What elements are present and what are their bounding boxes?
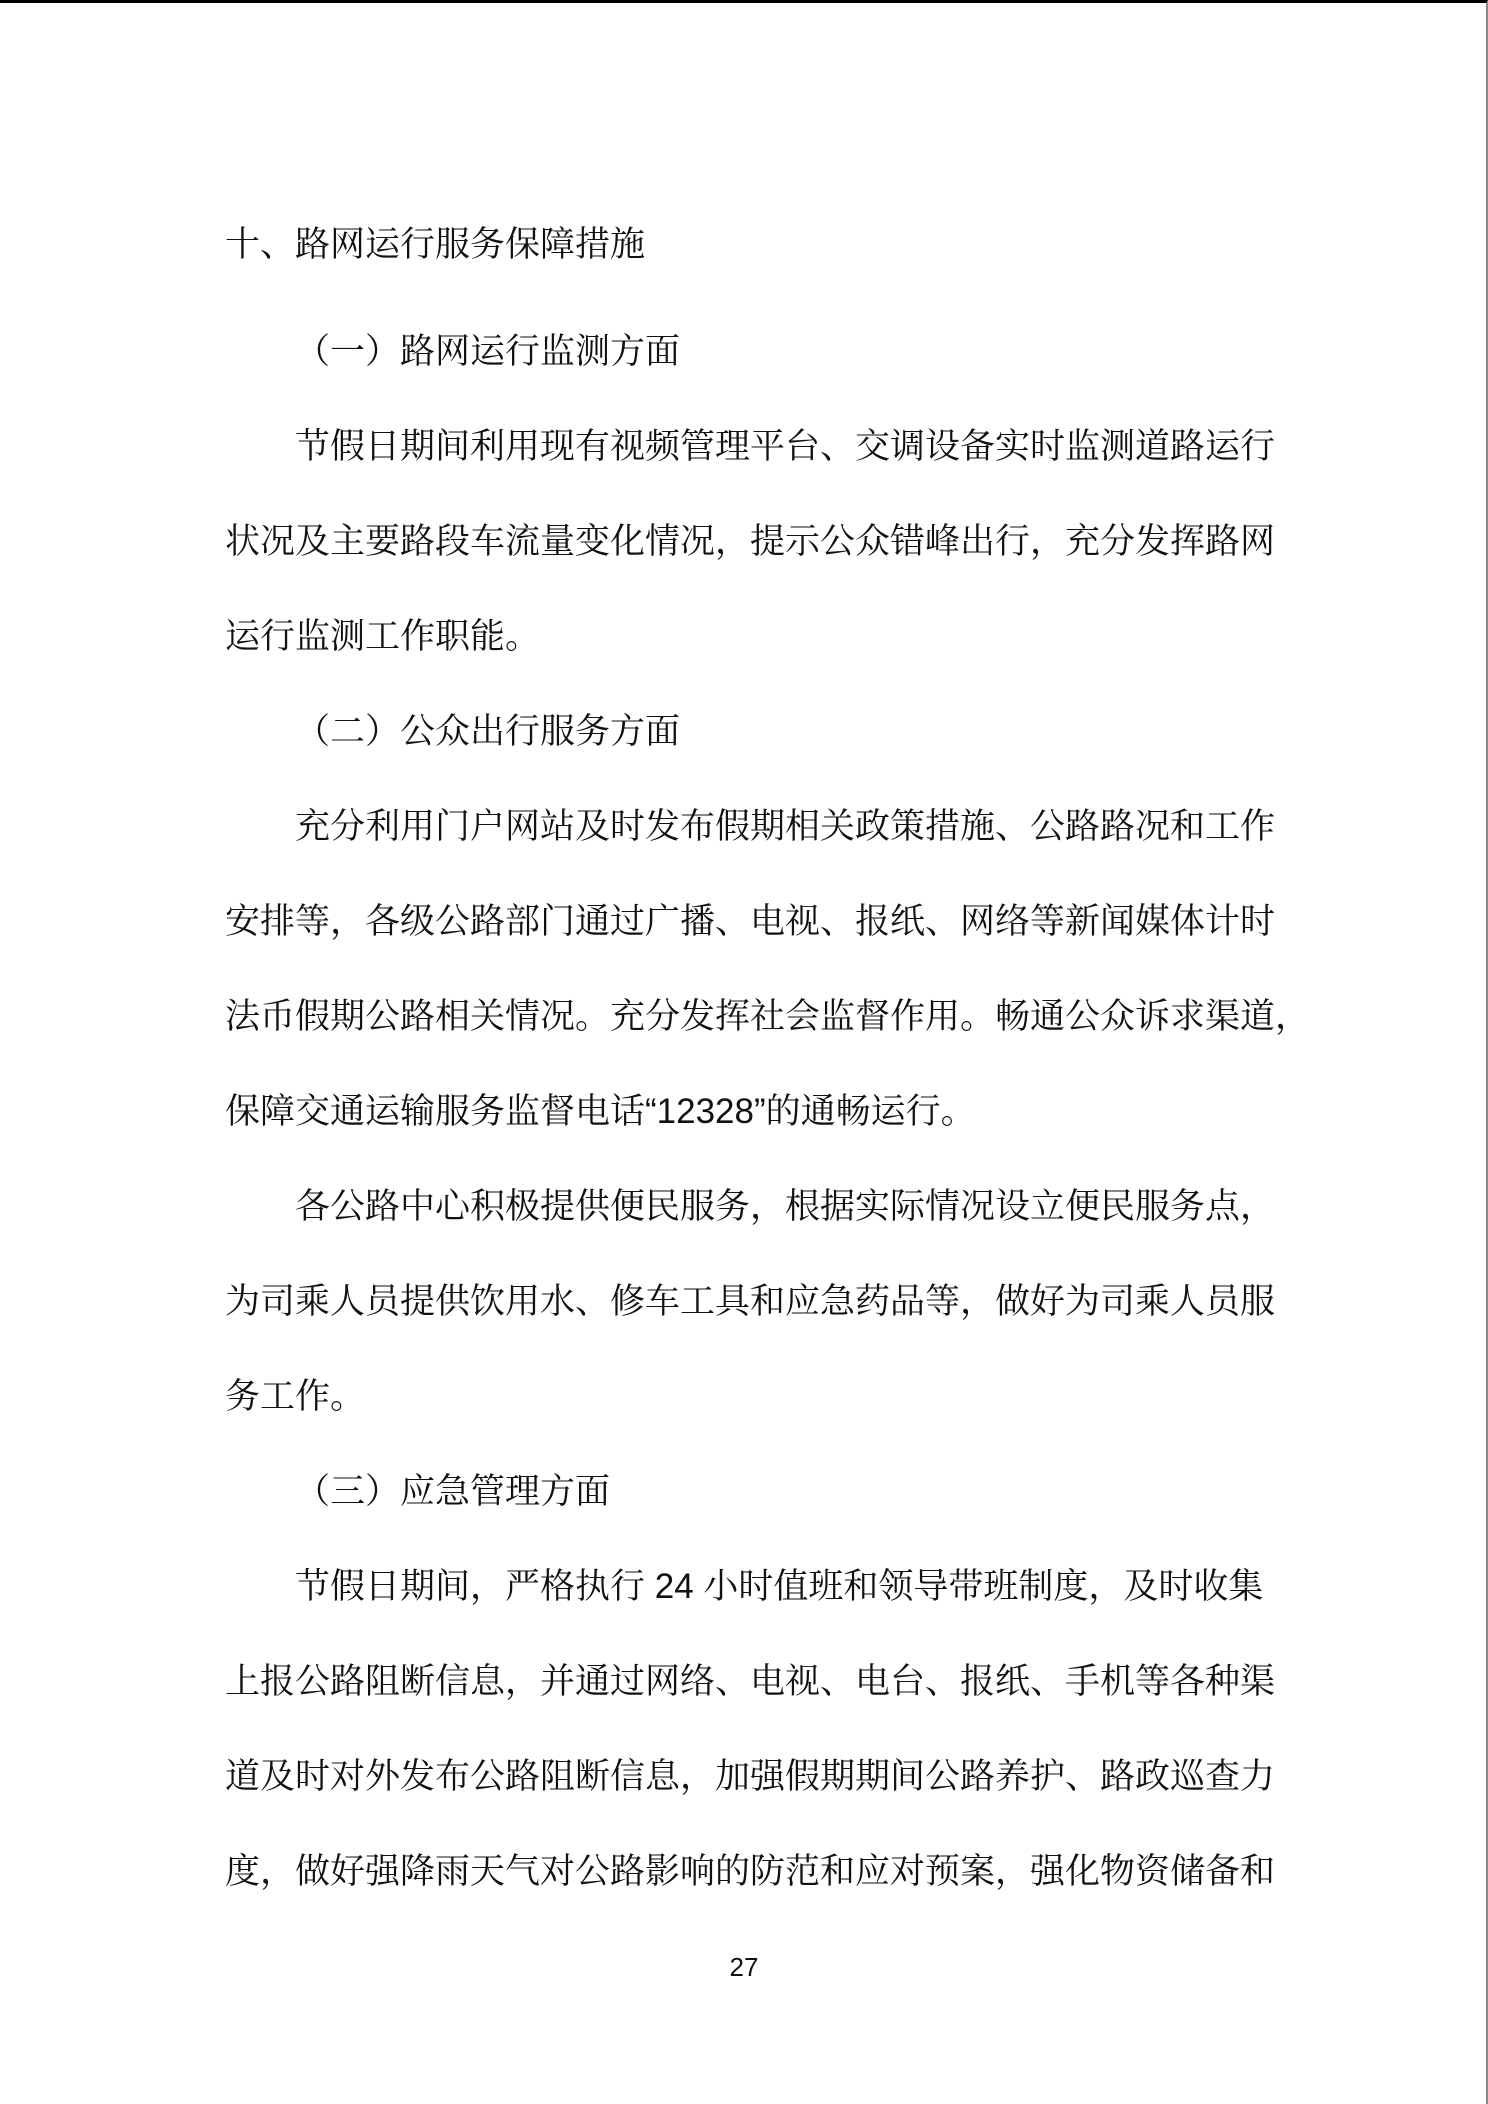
body-line: 上报公路阻断信息，并通过网络、电视、电台、报纸、手机等各种渠 <box>225 1662 1276 1701</box>
section-heading: （三）应急管理方面 <box>295 1472 611 1511</box>
body-line: 状况及主要路段车流量变化情况，提示公众错峰出行，充分发挥路网 <box>225 522 1276 561</box>
body-line: 节假日期间利用现有视频管理平台、交调设备实时监测道路运行 <box>295 427 1276 466</box>
body-line: 安排等，各级公路部门通过广播、电视、报纸、网络等新闻媒体计时 <box>225 902 1276 941</box>
body-line: 度，做好强降雨天气对公路影响的防范和应对预案，强化物资储备和 <box>225 1852 1276 1891</box>
text-block <box>225 197 1311 1919</box>
body-line: 保障交通运输服务监督电话“12328”的通畅运行。 <box>225 1092 976 1131</box>
body-line: 运行监测工作职能。 <box>225 617 541 656</box>
body-line: 务工作。 <box>225 1377 366 1416</box>
section-heading: （二）公众出行服务方面 <box>295 712 681 751</box>
document-title: 十、路网运行服务保障措施 <box>225 225 646 264</box>
body-line: 各公路中心积极提供便民服务，根据实际情况设立便民服务点， <box>295 1187 1276 1226</box>
body-line: 充分利用门户网站及时发布假期相关政策措施、公路路况和工作 <box>295 807 1276 846</box>
body-line: 法币假期公路相关情况。充分发挥社会监督作用。畅通公众诉求渠道， <box>225 997 1311 1036</box>
page-number: 27 <box>729 1952 759 1982</box>
body-line: 节假日期间，严格执行 24 小时值班和领导带班制度，及时收集 <box>295 1567 1264 1606</box>
body-line: 为司乘人员提供饮用水、修车工具和应急药品等，做好为司乘人员服 <box>225 1282 1276 1321</box>
section-heading: （一）路网运行监测方面 <box>295 332 681 371</box>
body-line: 道及时对外发布公路阻断信息，加强假期期间公路养护、路政巡查力 <box>225 1757 1276 1796</box>
